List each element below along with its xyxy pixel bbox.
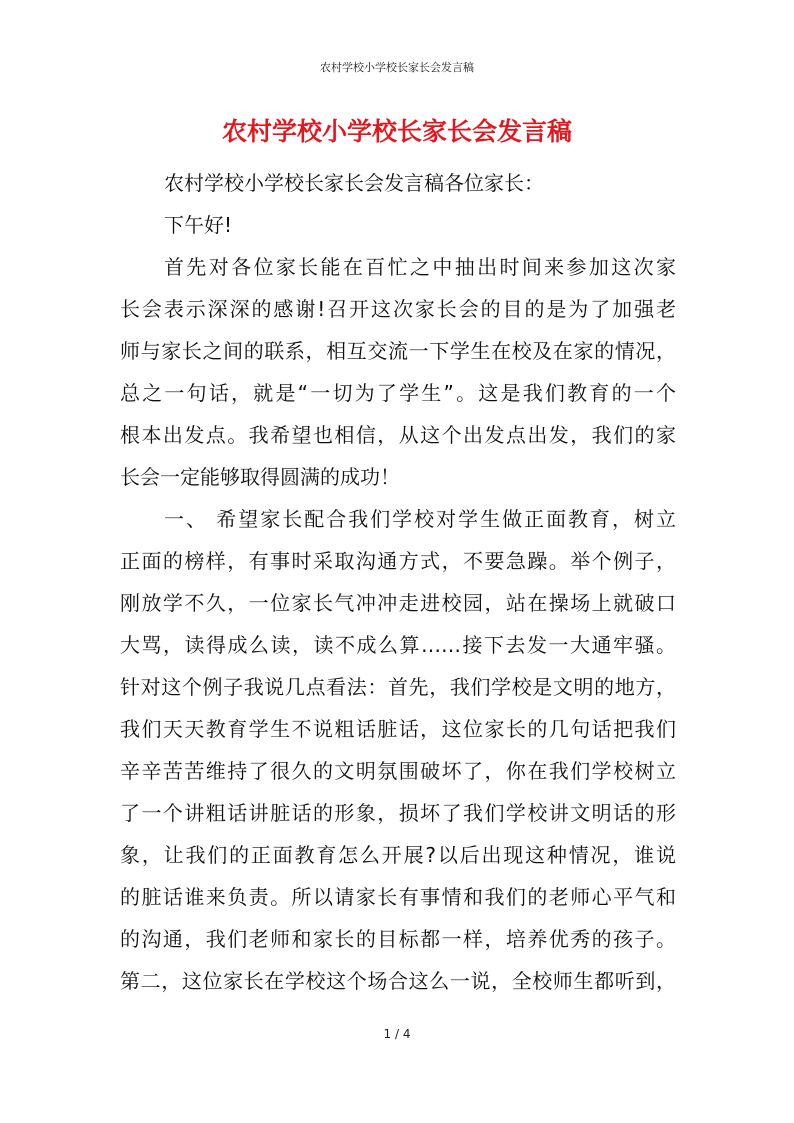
body-line: 刚放学不久，一位家长气冲冲走进校园，站在操场上就破口 [120, 591, 676, 615]
body-line: 根本出发点。我希望也相信，从这个出发点出发，我们的家 [120, 423, 676, 447]
body-line: 象，让我们的正面教育怎么开展?以后出现这种情况，谁说 [120, 843, 676, 867]
body-line: 第二，这位家长在学校这个场合这么一说，全校师生都听到， [120, 969, 676, 993]
body-line: 的沟通，我们老师和家长的目标都一样，培养优秀的孩子。 [120, 927, 676, 951]
body-line: 下午好! [164, 213, 233, 237]
page-number: 1 / 4 [383, 1027, 411, 1041]
body-line: 辛辛苦苦维持了很久的文明氛围破坏了，你在我们学校树立 [120, 759, 676, 783]
body-line: 师与家长之间的联系，相互交流一下学生在校及在家的情况， [120, 339, 676, 363]
body-line: 长会一定能够取得圆满的成功！ [120, 465, 400, 489]
body-line: 总之一句话，就是“一切为了学生”。这是我们教育的一个 [120, 381, 676, 405]
body-line: 首先对各位家长能在百忙之中抽出时间来参加这次家 [164, 255, 676, 279]
body-line: 针对这个例子我说几点看法：首先，我们学校是文明的地方， [120, 675, 676, 699]
running-header: 农村学校小学校长家长会发言稿 [320, 61, 474, 74]
body-line: 农村学校小学校长家长会发言稿各位家长： [164, 171, 544, 195]
body-line: 大骂，读得成么读，读不成么算……接下去发一大通牢骚。 [120, 633, 676, 657]
body-line: 的脏话谁来负责。所以请家长有事情和我们的老师心平气和 [120, 885, 676, 909]
body-line: 长会表示深深的感谢!召开这次家长会的目的是为了加强老 [120, 297, 676, 321]
body-line: 了一个讲粗话讲脏话的形象，损坏了我们学校讲文明话的形 [120, 801, 676, 825]
body-line: 正面的榜样，有事时采取沟通方式，不要急躁。举个例子， [120, 549, 676, 573]
document-body [120, 162, 676, 1002]
body-line: 一、 希望家长配合我们学校对学生做正面教育，树立 [164, 507, 676, 531]
document-title: 农村学校小学校长家长会发言稿 [221, 117, 572, 146]
body-line: 我们天天教育学生不说粗话脏话，这位家长的几句话把我们 [120, 717, 676, 741]
